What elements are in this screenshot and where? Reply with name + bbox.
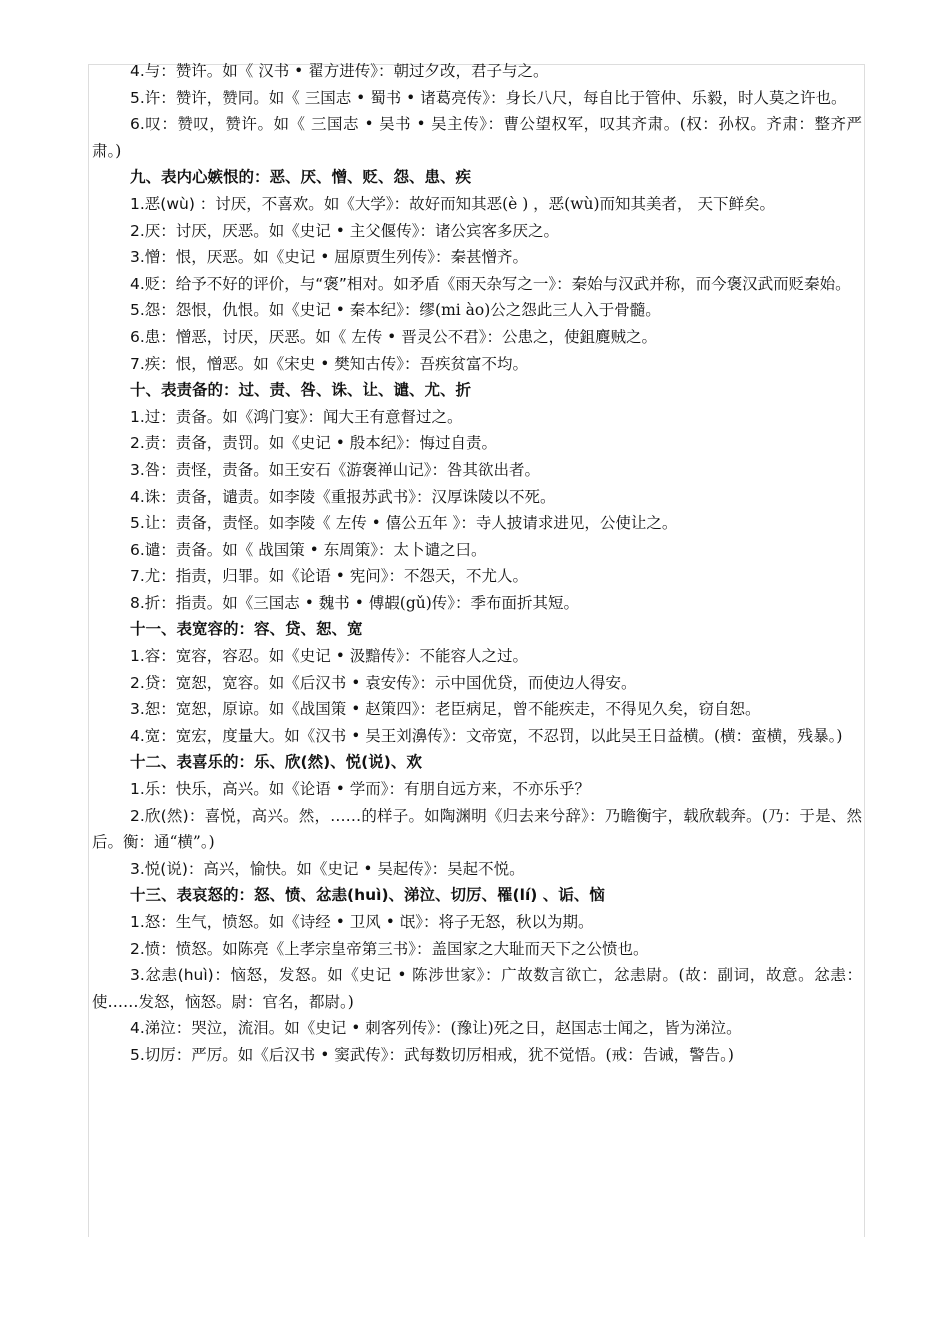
definition-paragraph xyxy=(92,643,862,670)
definition-paragraph xyxy=(92,590,862,617)
definition-paragraph xyxy=(92,271,862,298)
definition-paragraph xyxy=(92,324,862,351)
definition-paragraph xyxy=(92,430,862,457)
definition-term: 4.与：赞许。 xyxy=(130,62,223,80)
definition-example: 如李陵《重报苏武书》：汉厚诛陵以不死。 xyxy=(268,487,556,506)
definition-paragraph xyxy=(92,803,862,856)
definition-example: 如《诗经 • 卫风 • 氓》：将子无怒，秋以为期。 xyxy=(268,913,594,931)
definition-term: 5.怨：怨恨，仇恨。 xyxy=(130,301,269,320)
definition-term: 4.贬：给予不好的评价，与“褒”相对。 xyxy=(130,274,394,293)
document-body xyxy=(92,58,862,1069)
definition-example: 如《三国志 • 魏书 • 傅嘏(gǔ)传》：季布面折其短。 xyxy=(222,593,580,612)
section-heading: 十一、表宽容的：容、贷、恕、宽 xyxy=(130,620,363,639)
definition-paragraph xyxy=(92,191,862,218)
definition-paragraph xyxy=(92,936,862,963)
definition-example: 如陶渊明《归去来兮辞》：乃瞻衡宇，载欣载奔。(乃：于是、然后。衡：通“横”。) xyxy=(92,806,862,852)
definition-term: 8.折：指责。 xyxy=(130,593,223,612)
definition-term: 7.尤：指责，归罪。 xyxy=(130,567,269,586)
definition-paragraph xyxy=(92,404,862,431)
definition-paragraph xyxy=(92,962,862,1015)
definition-example: 如《后汉书 • 窦武传》：武每数切厉相戒，犹不觉悟。(戒：告诫，警告。) xyxy=(237,1045,734,1064)
definition-term: 3.恕：宽恕，原谅。 xyxy=(130,700,269,719)
section-heading: 九、表内心嫉恨的：恶、厌、憎、贬、怨、患、疾 xyxy=(130,168,472,187)
definition-paragraph xyxy=(92,351,862,378)
definition-paragraph xyxy=(92,856,862,883)
definition-term: 5.许：赞许，赞同。 xyxy=(130,88,269,107)
definition-paragraph xyxy=(92,563,862,590)
definition-term: 4.宽：宽宏，度量大。 xyxy=(130,726,285,745)
definition-paragraph xyxy=(92,776,862,803)
definition-term: 2.责：责备，责罚。 xyxy=(130,434,269,453)
definition-term: 1.怒：生气，愤怒。 xyxy=(130,913,269,931)
definition-term: 4.诛：责备，谴责。 xyxy=(130,487,269,506)
definition-term: 6.叹：赞叹，赞许。 xyxy=(130,115,274,134)
section-heading: 十二、表喜乐的：乐、欣(然)、悦(说)、欢 xyxy=(130,753,422,772)
definition-example: 如《 战国策 • 东周策》：太卜谴之曰。 xyxy=(222,540,487,559)
definition-term: 4.涕泣：哭泣，流泪。 xyxy=(130,1019,285,1038)
definition-example: 如《宋史 • 樊知古传》：吾疾贫富不均。 xyxy=(253,354,529,373)
definition-paragraph xyxy=(92,1015,862,1042)
definition-paragraph xyxy=(92,696,862,723)
definition-example: 如《 三国志 • 蜀书 • 诸葛亮传》：身长八尺，每自比于管仲、乐毅，时人莫之许也。 xyxy=(268,88,847,107)
definition-example: 如《史记 • 屈原贾生列传》：秦甚憎齐。 xyxy=(253,248,529,267)
definition-example: 如李陵《 左传 • 僖公五年 》：寺人披请求进见，公使让之。 xyxy=(268,514,678,533)
definition-paragraph xyxy=(92,85,862,112)
definition-term: 5.让：责备，责怪。 xyxy=(130,514,269,533)
section-heading: 十、表责备的：过、责、咎、诛、让、谴、尤、折 xyxy=(130,381,472,400)
definition-example: 如王安石《游褒禅山记》：咎其欲出者。 xyxy=(268,460,541,479)
definition-paragraph xyxy=(92,670,862,697)
definition-example: 如《史记 • 秦本纪》：缪(mi ào)公之怨此三人入于骨髓。 xyxy=(268,301,661,320)
definition-term: 2.愤：愤怒。 xyxy=(130,939,223,958)
definition-example: 如矛盾《雨天杂写之一》：秦始与汉武并称，而今褒汉武而贬秦始。 xyxy=(393,274,851,293)
definition-example: 如《后汉书 • 袁安传》：示中国优贷，而使边人得安。 xyxy=(268,673,637,692)
definition-example: 如《 左传 • 晋灵公不君》：公患之，使鉏麑贼之。 xyxy=(315,327,657,346)
definition-example: 如《史记 • 陈涉世家》：广故数言欲亡，忿恚尉。(故：副词，故意。忿恚：使……发怒，恼怒。尉：官名，都尉。) xyxy=(92,966,863,1011)
definition-paragraph xyxy=(92,244,862,271)
definition-example: 如《论语 • 宪问》：不怨天，不尤人。 xyxy=(268,567,529,586)
definition-example: 如《论语 • 学而》：有朋自远方来，不亦乐乎？ xyxy=(268,780,591,799)
definition-term: 2.厌：讨厌，厌恶。 xyxy=(130,221,269,240)
definition-paragraph xyxy=(92,457,862,484)
definition-example: 如《史记 • 主父偃传》：诸公宾客多厌之。 xyxy=(268,221,560,240)
definition-term: 2.欣(然)：喜悦，高兴。然，……的样子。 xyxy=(130,806,425,825)
definition-paragraph xyxy=(92,218,862,245)
definition-example: 如《汉书 • 吴王刘濞传》：文帝宽，不忍罚，以此吴王日益横。(横：蛮横，残暴。) xyxy=(284,726,843,745)
definition-term: 3.憎：恨，厌恶。 xyxy=(130,248,254,267)
definition-term: 1.过：责备。 xyxy=(130,407,223,426)
definition-term: 2.贷：宽恕，宽容。 xyxy=(130,673,269,692)
definition-example: 如《史记 • 汲黯传》：不能容人之过。 xyxy=(268,647,529,666)
section-heading: 十三、表哀怒的：怒、愤、忿恚(huì)、涕泣、切厉、罹(lí) 、诟、恼 xyxy=(130,886,605,905)
definition-example: 如《 三国志 • 吴书 • 吴主传》：曹公望权军，叹其齐肃。(权：孙权。齐肃：整齐严肃。) xyxy=(92,115,862,160)
definition-example: 如《大学》：故好而知其恶(è ) ，恶(wù)而知其美者， 天下鲜矣。 xyxy=(323,194,775,213)
definition-example: 如《史记 • 吴起传》：吴起不悦。 xyxy=(296,859,525,878)
definition-paragraph xyxy=(92,537,862,564)
definition-term: 3.咎：责怪，责备。 xyxy=(130,460,269,479)
definition-term: 1.恶(wù) ：讨厌，不喜欢。 xyxy=(130,194,324,213)
definition-term: 6.患：憎恶，讨厌，厌恶。 xyxy=(130,327,316,346)
definition-term: 6.谴：责备。 xyxy=(130,540,223,559)
definition-paragraph xyxy=(92,723,862,750)
definition-example: 如《史记 • 刺客列传》：(豫让)死之日，赵国志士闻之，皆为涕泣。 xyxy=(284,1019,742,1038)
definition-example: 如《鸿门宴》：闻大王有意督过之。 xyxy=(222,407,463,426)
definition-paragraph xyxy=(92,510,862,537)
definition-paragraph xyxy=(92,297,862,324)
definition-paragraph xyxy=(92,58,862,85)
definition-example: 如《 汉书 • 翟方进传》：朝过夕改，君子与之。 xyxy=(222,62,549,80)
definition-example: 如《战国策 • 赵策四》：老臣病足，曾不能疾走，不得见久矣，窃自恕。 xyxy=(268,700,761,719)
definition-example: 如陈亮《上孝宗皇帝第三书》：盖国家之大耻而天下之公愤也。 xyxy=(222,939,649,958)
definition-term: 5.切厉：严厉。 xyxy=(130,1045,238,1064)
definition-paragraph xyxy=(92,484,862,511)
definition-paragraph xyxy=(92,909,862,936)
definition-term: 1.乐：快乐，高兴。 xyxy=(130,780,269,799)
definition-paragraph xyxy=(92,111,862,164)
definition-term: 7.疾：恨，憎恶。 xyxy=(130,354,254,373)
definition-paragraph xyxy=(92,1042,862,1069)
definition-term: 3.忿恚(huì)：恼怒，发怒。 xyxy=(130,966,328,985)
definition-term: 3.悦(说)：高兴，愉快。 xyxy=(130,859,297,878)
definition-example: 如《史记 • 殷本纪》：悔过自责。 xyxy=(268,434,498,453)
definition-term: 1.容：宽容，容忍。 xyxy=(130,647,269,666)
